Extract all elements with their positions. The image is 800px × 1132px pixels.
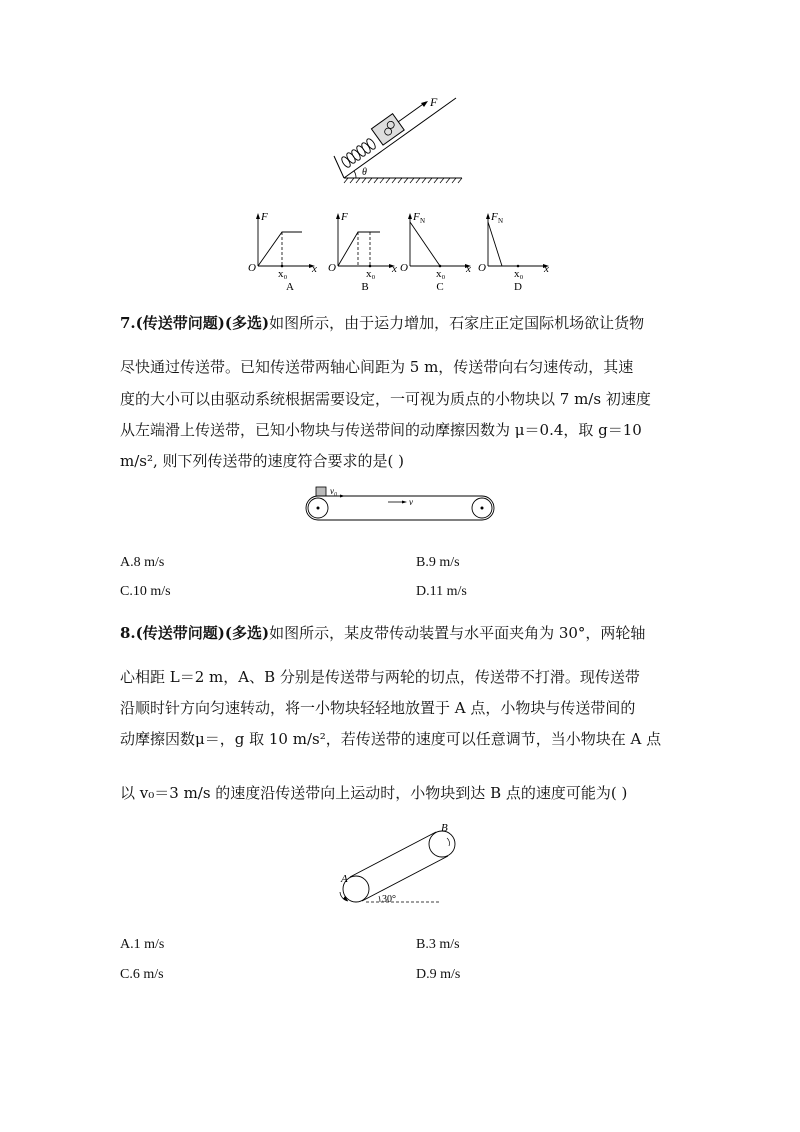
angle-label: θ <box>362 167 367 178</box>
svg-text:O: O <box>478 262 486 274</box>
svg-text:F: F <box>261 211 268 223</box>
force-label: F <box>430 95 438 109</box>
q7-line-1: 7.(传送带问题)(多选)如图所示，由于运力增加，石家庄正定国际机场欲让货物 <box>120 314 645 332</box>
svg-text:O: O <box>400 262 408 274</box>
graph-b <box>328 211 397 293</box>
graph-caption-b: B <box>361 281 369 293</box>
q7-option-a[interactable]: A.8 m/s <box>120 555 165 570</box>
q8-line-1: 8.(传送带问题)(多选)如图所示，某皮带传动装置与水平面夹角为 30°，两轮轴 <box>120 624 646 642</box>
incline-spring-figure <box>330 92 470 187</box>
q7-line-5: m/s², 则下列传送带的速度符合要求的是( ) <box>120 452 404 470</box>
q7-line-4: 从左端滑上传送带，已知小物块与传送带间的动摩擦因数为 μ＝0.4，取 g＝10 <box>120 421 642 439</box>
conveyor-belt-figure <box>300 478 500 528</box>
graph-a <box>248 211 317 293</box>
point-a-label: A <box>341 873 348 885</box>
svg-text:N: N <box>420 217 426 225</box>
q8-option-d[interactable]: D.9 m/s <box>416 967 461 982</box>
q8-option-a[interactable]: A.1 m/s <box>120 937 165 952</box>
q8-option-c[interactable]: C.6 m/s <box>120 967 164 982</box>
force-graphs <box>240 208 570 298</box>
q7-option-c[interactable]: C.10 m/s <box>120 584 171 599</box>
graph-c <box>400 211 471 293</box>
q7-line-2: 尽快通过传送带。已知传送带两轴心间距为 5 m，传送带向右匀速传动，其速 <box>120 358 634 376</box>
svg-text:F: F <box>413 211 420 223</box>
v-label: v <box>409 497 413 507</box>
point-b-label: B <box>441 822 448 834</box>
q8-line-5: 以 v₀＝3 m/s 的速度沿传送带向上运动时，小物块到达 B 点的速度可能为( ) <box>120 784 628 802</box>
q7-line-3: 度的大小可以由驱动系统根据需要设定，一可视为质点的小物块以 7 m/s 初速度 <box>120 390 651 408</box>
svg-text:F: F <box>491 211 498 223</box>
svg-text:O: O <box>328 262 336 274</box>
svg-text:x: x <box>544 263 549 275</box>
q8-line-4: 动摩擦因数μ＝，g 取 10 m/s²，若传送带的速度可以任意调节，当小物块在 A 点 <box>120 730 662 748</box>
angle-30-label: 30° <box>382 894 396 905</box>
svg-text:x₀: x₀ <box>366 268 376 280</box>
q8-line-2: 心相距 L＝2 m，A、B 分别是传送带与两轮的切点，传送带不打滑。现传送带 <box>120 668 640 686</box>
q8-tag: (传送带问题)(多选) <box>135 624 270 642</box>
svg-text:x₀: x₀ <box>436 268 446 280</box>
svg-text:N: N <box>498 217 504 225</box>
inclined-belt-figure <box>336 822 466 914</box>
q7-option-b[interactable]: B.9 m/s <box>416 555 460 570</box>
svg-text:x₀: x₀ <box>514 268 524 280</box>
svg-text:x: x <box>392 263 397 275</box>
svg-text:x: x <box>466 263 471 275</box>
svg-text:x: x <box>312 263 317 275</box>
spring-icon <box>340 137 377 168</box>
svg-text:F: F <box>341 211 348 223</box>
v0-label: v₀ <box>330 486 338 496</box>
svg-text:O: O <box>248 262 256 274</box>
q7-option-d[interactable]: D.11 m/s <box>416 584 467 599</box>
q8-line-3: 沿顺时针方向匀速转动，将一小物块轻轻地放置于 A 点，小物块与传送带间的 <box>120 699 636 717</box>
graph-caption-d: D <box>514 281 522 293</box>
q8-option-b[interactable]: B.3 m/s <box>416 937 460 952</box>
svg-text:x₀: x₀ <box>278 268 288 280</box>
graph-caption-a: A <box>286 281 294 293</box>
graph-caption-c: C <box>436 281 444 293</box>
graph-d <box>478 211 549 293</box>
q7-tag: (传送带问题)(多选) <box>135 314 270 332</box>
